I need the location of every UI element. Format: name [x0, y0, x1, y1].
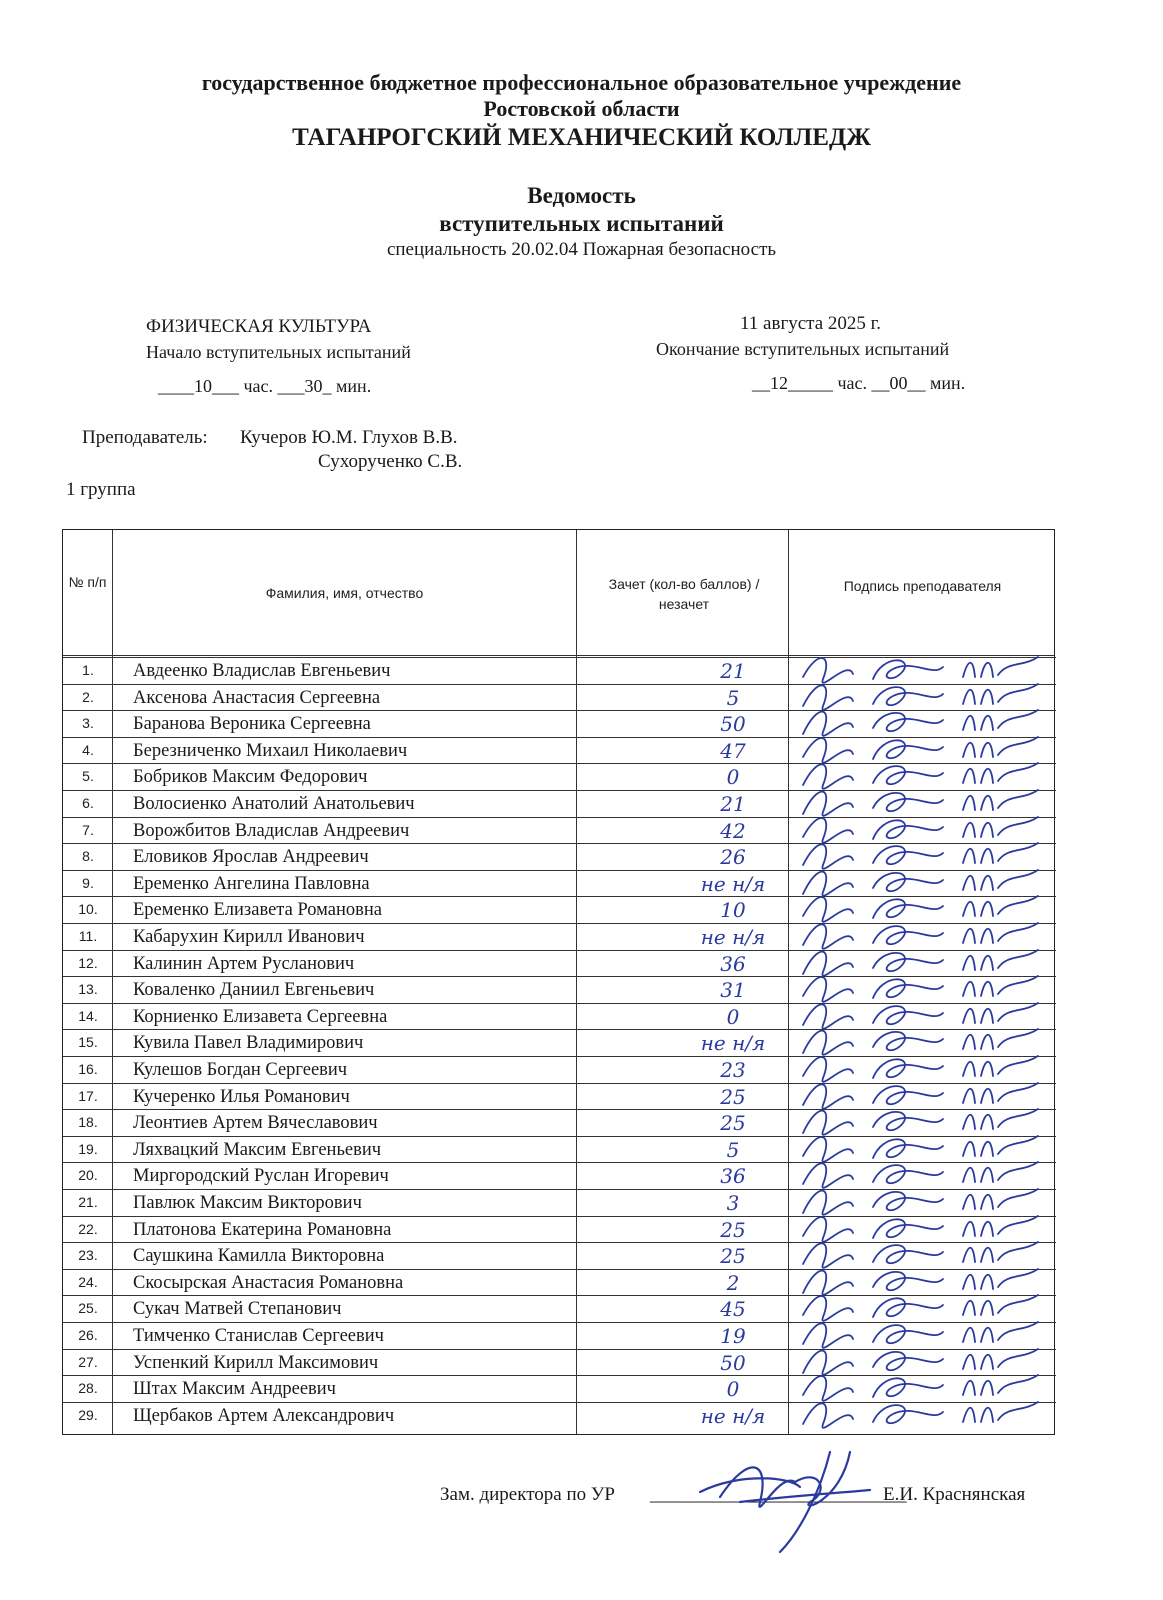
teacher-signature — [793, 968, 1053, 995]
student-name: Миргородский Руслан Игоревич — [133, 1166, 389, 1187]
column-header-number: № п/п — [68, 574, 107, 590]
teacher-signature — [793, 915, 1053, 942]
student-name: Еловиков Ярослав Андреевич — [133, 847, 369, 868]
student-score: 19 — [720, 1324, 746, 1348]
teacher-signature — [793, 862, 1053, 889]
row-number: 1. — [82, 662, 94, 678]
row-number: 24. — [78, 1273, 98, 1290]
teacher-signature — [793, 1075, 1053, 1102]
student-score: 21 — [720, 659, 746, 683]
teacher-signature — [793, 1314, 1053, 1341]
teacher-signature — [793, 676, 1053, 703]
student-name: Скосырская Анастасия Романовна — [133, 1272, 404, 1293]
teachers-line-1: Кучеров Ю.М. Глухов В.В. — [240, 427, 458, 448]
document-title: Ведомость — [527, 183, 636, 208]
student-name: Саушкина Камилла Викторовна — [133, 1246, 385, 1267]
student-name: Березниченко Михаил Николаевич — [133, 740, 408, 761]
row-number: 20. — [78, 1167, 98, 1184]
footer-signer: Е.И. Краснянская — [883, 1484, 1026, 1505]
teachers-line-2: Сухорученко С.В. — [318, 451, 463, 472]
student-name: Еременко Ангелина Павловна — [133, 873, 370, 894]
teacher-signature — [793, 1048, 1053, 1075]
exam-date: 11 августа 2025 г. — [740, 313, 882, 334]
student-name: Баранова Вероника Сергеевна — [133, 714, 371, 735]
student-name: Кулешов Богдан Сергеевич — [133, 1060, 348, 1080]
student-name: Тимченко Станислав Сергеевич — [133, 1326, 384, 1346]
student-name: Кабарухин Кирилл Иванович — [133, 927, 365, 947]
row-number: 10. — [78, 901, 98, 918]
row-number: 26. — [78, 1327, 98, 1343]
teacher-signature — [793, 1261, 1053, 1288]
column-header-name: Фамилия, имя, отчество — [265, 585, 424, 601]
student-score: 50 — [720, 1350, 746, 1375]
teacher-signature — [793, 702, 1053, 729]
row-number: 19. — [78, 1140, 98, 1157]
row-number: 8. — [82, 848, 94, 865]
student-score: не н/я — [700, 1031, 766, 1056]
row-number: 18. — [78, 1114, 98, 1131]
student-name: Калинин Артем Русланович — [133, 953, 355, 974]
student-name: Кучеренко Илья Романович — [133, 1086, 350, 1107]
student-score: 26 — [720, 845, 746, 870]
footer-signature-line: ___________________________ — [650, 1484, 907, 1505]
row-number: 16. — [78, 1061, 98, 1077]
exam-subject: ФИЗИЧЕСКАЯ КУЛЬТУРА — [146, 316, 372, 337]
row-number: 15. — [78, 1034, 98, 1051]
teacher-signature — [793, 1021, 1053, 1048]
row-number: 29. — [78, 1406, 98, 1423]
teacher-signature — [793, 942, 1053, 969]
student-score: 23 — [720, 1058, 746, 1082]
student-name: Штах Максим Андреевич — [133, 1379, 336, 1400]
student-name: Сукач Матвей Степанович — [133, 1299, 342, 1320]
row-number: 12. — [78, 954, 98, 971]
teacher-signature — [793, 782, 1053, 809]
student-score: 36 — [720, 1164, 746, 1189]
teacher-signature — [793, 1181, 1053, 1208]
teacher-signature — [793, 995, 1053, 1022]
institution-line-2: Ростовской области — [483, 96, 680, 121]
teacher-signature — [793, 755, 1053, 782]
end-time: __12_____ час. __00__ мин. — [752, 373, 966, 393]
student-score: не н/я — [700, 925, 766, 949]
student-name: Волосиенко Анатолий Анатольевич — [133, 794, 415, 814]
student-name: Ворожбитов Владислав Андреевич — [133, 820, 410, 841]
row-number: 25. — [78, 1300, 98, 1317]
student-score: 21 — [720, 792, 746, 816]
group-label: 1 группа — [66, 479, 136, 500]
student-score: 25 — [720, 1217, 746, 1242]
student-score: 47 — [720, 738, 746, 763]
row-number: 3. — [82, 715, 94, 732]
row-number: 21. — [78, 1194, 98, 1210]
results-table — [62, 529, 1055, 1435]
start-label: Начало вступительных испытаний — [146, 342, 411, 362]
row-number: 13. — [78, 981, 98, 998]
student-name: Успенкий Кирилл Максимович — [133, 1352, 379, 1373]
teacher-signature — [793, 1287, 1053, 1314]
student-score: 5 — [726, 685, 740, 710]
institution-line-1: государственное бюджетное профессиональное образовательное учреждение — [201, 70, 962, 95]
row-number: 11. — [78, 928, 98, 944]
student-score: 42 — [720, 818, 746, 843]
student-score: 31 — [720, 978, 746, 1003]
teacher-signature — [793, 809, 1053, 836]
student-score: 25 — [720, 1111, 746, 1136]
student-score: 36 — [720, 951, 746, 976]
student-name: Павлюк Максим Викторович — [133, 1193, 362, 1213]
student-score: 45 — [720, 1297, 746, 1322]
college-name: ТАГАНРОГСКИЙ МЕХАНИЧЕСКИЙ КОЛЛЕДЖ — [292, 124, 871, 151]
row-number: 7. — [82, 821, 94, 838]
row-number: 5. — [82, 768, 94, 785]
teacher-signature — [793, 1394, 1053, 1421]
student-name: Ляхвацкий Максим Евгеньевич — [133, 1139, 382, 1160]
student-name: Аксенова Анастасия Сергеевна — [133, 687, 381, 708]
document-subtitle: вступительных испытаний — [439, 211, 724, 236]
student-score: 25 — [720, 1084, 746, 1109]
student-name: Корниенко Елизавета Сергеевна — [133, 1006, 388, 1027]
footer-position: Зам. директора по УР — [440, 1484, 615, 1505]
start-time: ____10___ час. ___30_ мин. — [158, 376, 372, 396]
student-score: 2 — [726, 1270, 740, 1295]
teacher-signature — [793, 888, 1053, 915]
row-number: 17. — [78, 1087, 98, 1104]
row-number: 27. — [78, 1353, 98, 1370]
student-score: 0 — [726, 1004, 740, 1029]
row-number: 2. — [82, 688, 94, 705]
student-score: 25 — [720, 1244, 746, 1269]
student-name: Платонова Екатерина Романовна — [133, 1219, 392, 1240]
director-signature — [680, 1432, 880, 1562]
table-row — [63, 1402, 1056, 1429]
teacher-signature — [793, 1208, 1053, 1235]
row-number: 22. — [78, 1220, 98, 1237]
student-score: не н/я — [700, 871, 766, 896]
teacher-signature — [793, 1234, 1053, 1261]
teacher-signature — [793, 1341, 1053, 1368]
student-score: не н/я — [700, 1403, 766, 1428]
student-name: Бобриков Максим Федорович — [133, 767, 368, 788]
row-number: 14. — [78, 1007, 98, 1024]
teacher-signature — [793, 1128, 1053, 1155]
student-name: Коваленко Даниил Евгеньевич — [133, 980, 375, 1001]
teacher-signature — [793, 729, 1053, 756]
student-score: 3 — [726, 1191, 740, 1215]
student-score: 10 — [720, 898, 746, 923]
column-header-score: Зачет (кол-во баллов) / незачет — [608, 576, 760, 612]
student-score: 50 — [720, 712, 746, 737]
teacher-signature — [793, 1367, 1053, 1394]
specialty: специальность 20.02.04 Пожарная безопасность — [386, 239, 777, 260]
row-number: 6. — [82, 795, 94, 811]
student-score: 0 — [726, 765, 740, 790]
teacher-signature — [793, 835, 1053, 862]
row-number: 9. — [82, 874, 94, 891]
student-name: Еременко Елизавета Романовна — [133, 900, 382, 921]
row-number: 23. — [78, 1247, 98, 1264]
student-name: Щербаков Артем Александрович — [133, 1405, 395, 1426]
teacher-signature — [793, 1101, 1053, 1128]
end-label: Окончание вступительных испытаний — [656, 339, 950, 359]
teacher-signature — [793, 649, 1053, 676]
student-score: 0 — [726, 1377, 740, 1402]
student-name: Авдеенко Владислав Евгеньевич — [133, 661, 391, 681]
column-header-signature: Подпись преподавателя — [843, 578, 1002, 594]
student-name: Леонтиев Артем Вячеславович — [133, 1113, 378, 1134]
teachers-label: Преподаватель: — [82, 427, 208, 448]
row-number: 4. — [82, 741, 94, 758]
student-name: Кувила Павел Владимирович — [133, 1033, 364, 1054]
row-number: 28. — [78, 1380, 98, 1397]
student-score: 5 — [726, 1137, 740, 1162]
teacher-signature — [793, 1154, 1053, 1181]
